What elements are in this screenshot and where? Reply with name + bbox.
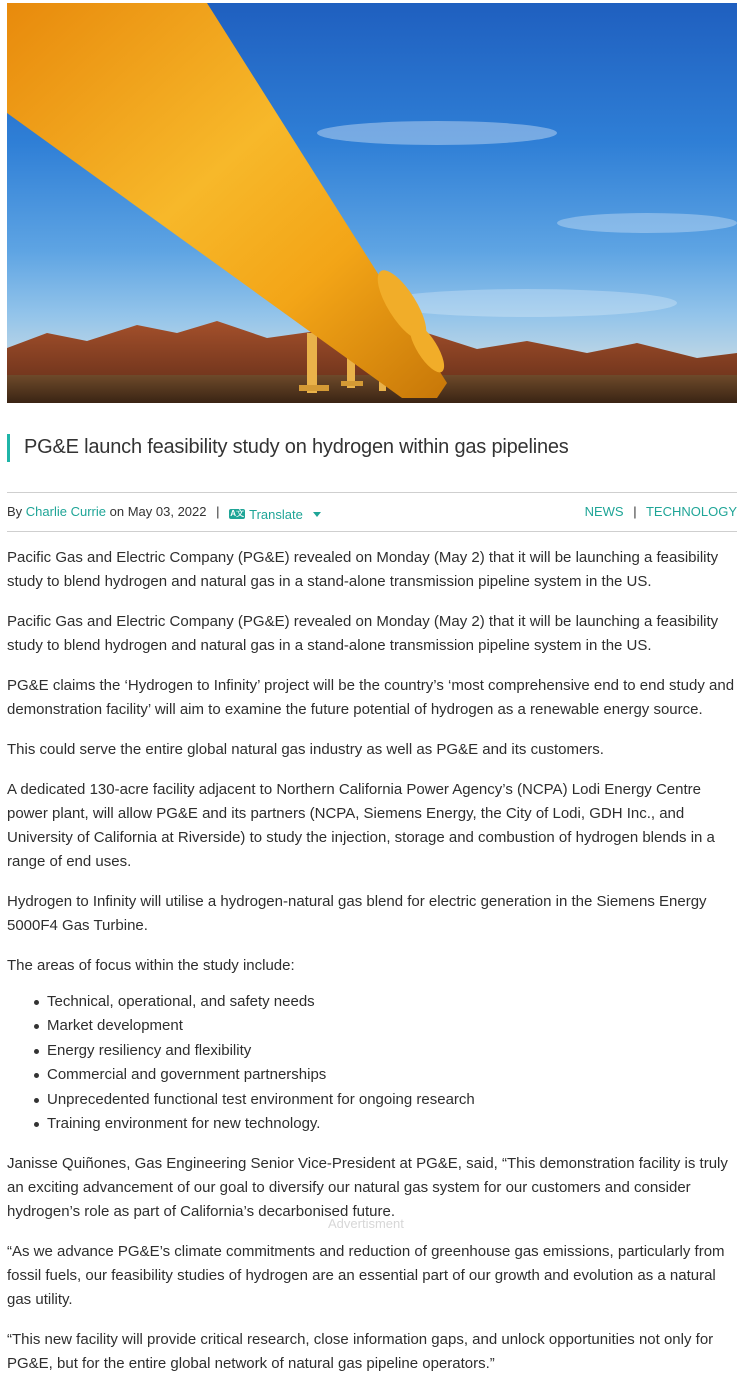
advert-label: Advertisment — [328, 1216, 404, 1231]
list-item: Training environment for new technology. — [47, 1112, 739, 1136]
list-item: Technical, operational, and safety needs — [47, 990, 739, 1014]
paragraph: Pacific Gas and Electric Company (PG&E) revealed on Monday (May 2) that it will be launching a feasibility study to blend hydrogen and natural gas in a stand-alone transmission pipeline system in the US. — [7, 613, 719, 654]
focus-list — [7, 990, 739, 1136]
paragraph: A dedicated 130-acre facility adjacent to Northern California Power Agency’s (NCPA) Lodi Energy Centre power plant, will allow PG&E and its partners (NCPA, Siemens Energy, the City of Lodi, GDH Inc., and University of California at Riverside) to study the injection, storage and combustion of hydrogen blends in a range of end uses. — [7, 781, 715, 870]
paragraph: Janisse Quiñones, Gas Engineering Senior Vice-President at PG&E, said, “This demonstration facility is truly an exciting advancement of our goal to diversify our natural gas system for our customers and consider hydrogen’s role as part of California’s decarbonised future. — [7, 1155, 728, 1221]
translate-button[interactable] — [229, 507, 321, 522]
by-label: By — [7, 504, 23, 519]
list-item: Market development — [47, 1014, 739, 1038]
translate-icon: A文 — [230, 509, 245, 518]
category-news-link[interactable]: NEWS — [584, 504, 624, 519]
category-technology-link[interactable]: TECHNOLOGY — [645, 504, 737, 519]
article-title: PG&E launch feasibility study on hydrogen within gas pipelines — [24, 436, 569, 458]
publish-date: May 03, 2022 — [127, 504, 207, 519]
category-links — [585, 504, 737, 519]
author-link[interactable]: Charlie Currie — [25, 504, 106, 519]
article-title-block — [7, 434, 740, 462]
paragraph: Hydrogen to Infinity will utilise a hydrogen-natural gas blend for electric generation in the Siemens Energy 5000F4 Gas Turbine. — [7, 893, 707, 934]
article-meta-bar — [7, 492, 737, 532]
list-item: Commercial and government partnerships — [47, 1063, 739, 1087]
byline — [7, 504, 321, 522]
paragraph: “This new facility will provide critical research, close information gaps, and unlock opportunities not only for PG&E, but for the entire global network of natural gas pipeline operators.” — [7, 1331, 714, 1373]
article-body — [7, 546, 739, 1392]
paragraph: Pacific Gas and Electric Company (PG&E) revealed on Monday (May 2) that it will be launching a feasibility study to blend hydrogen and natural gas in a stand-alone transmission pipeline system in the US. — [7, 549, 719, 590]
hero-image — [7, 3, 737, 403]
list-item: Energy resiliency and flexibility — [47, 1039, 739, 1063]
paragraph: “As we advance PG&E’s climate commitments and reduction of greenhouse gas emissions, particularly from fossil fuels, our feasibility studies of hydrogen are an essential part of our growth and evolution as a natural gas utility. — [7, 1243, 725, 1309]
on-label: on — [109, 504, 125, 519]
paragraph: This could serve the entire global natural gas industry as well as PG&E and its customers. — [7, 741, 604, 758]
list-item: Unprecedented functional test environment for ongoing research — [47, 1088, 739, 1112]
paragraph: PG&E claims the ‘Hydrogen to Infinity’ project will be the country’s ‘most comprehensive end to end study and demonstration facility’ will aim to examine the future potential of hydrogen as a renewable energy source. — [7, 677, 735, 718]
pipeline-photo-icon — [7, 3, 737, 403]
byline-separator: | — [216, 504, 220, 519]
paragraph: The areas of focus within the study include: — [7, 957, 295, 974]
translate-label: Translate — [249, 506, 303, 522]
chevron-down-icon — [313, 512, 321, 517]
category-separator: | — [633, 504, 637, 519]
